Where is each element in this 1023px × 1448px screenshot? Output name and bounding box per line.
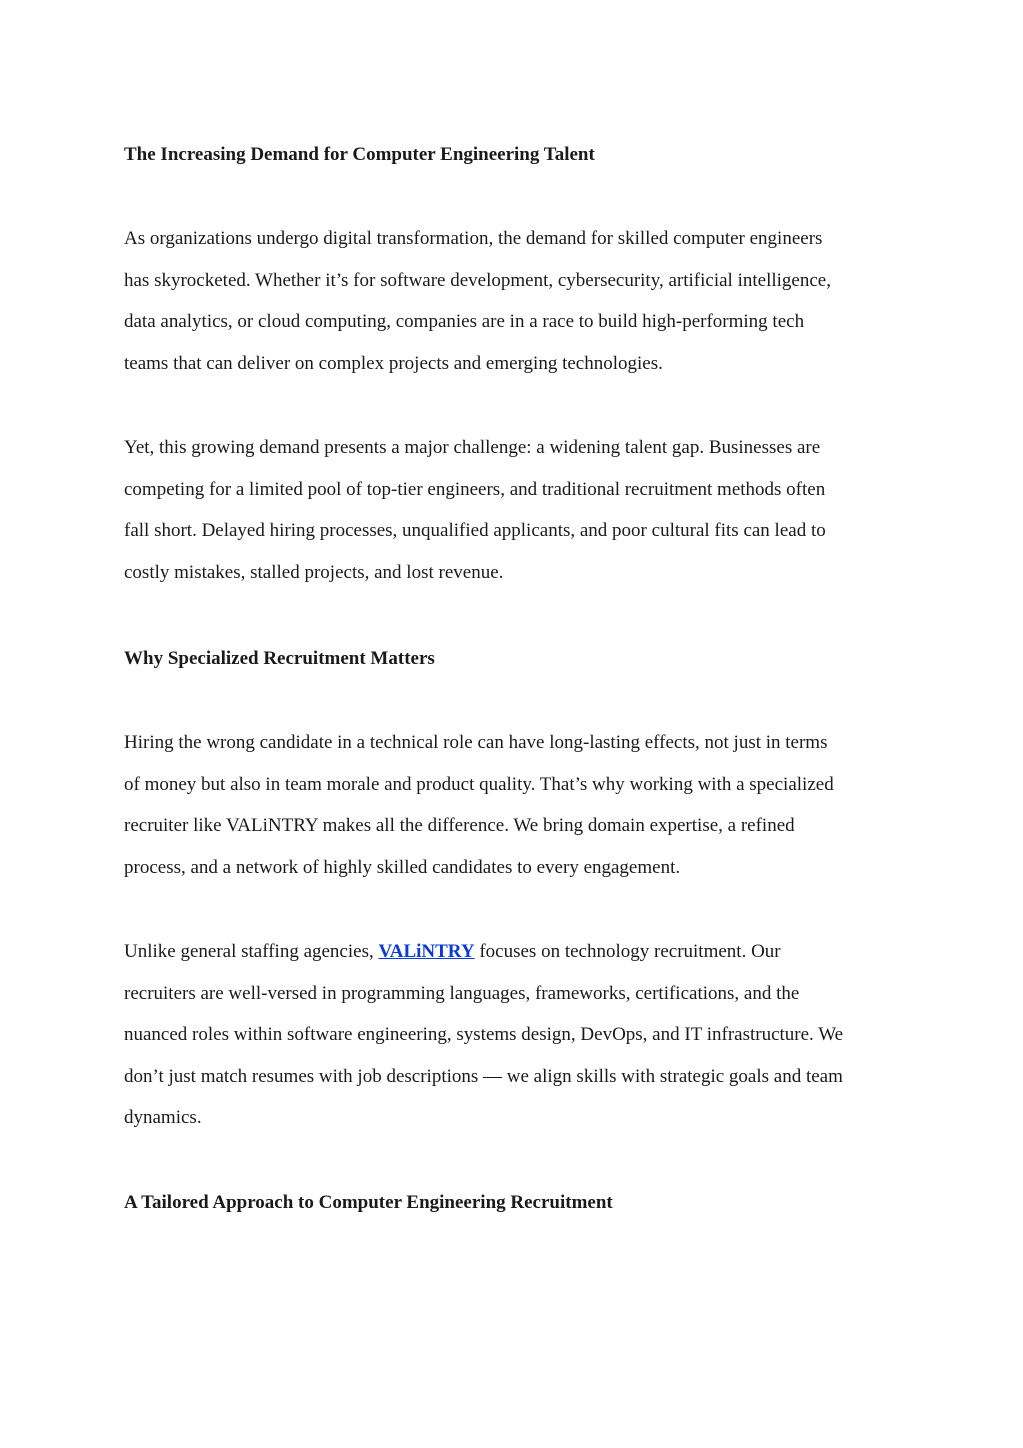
paragraph-line: Yet, this growing demand presents a major challenge: a widening talent gap. Businesses are xyxy=(124,437,821,458)
paragraph-demand xyxy=(124,218,914,384)
paragraph-wrong-candidate xyxy=(124,722,914,888)
paragraph-line: fall short. Delayed hiring processes, unqualified applicants, and poor cultural fits can lead to xyxy=(124,520,826,541)
section-heading-specialized: Why Specialized Recruitment Matters xyxy=(124,648,435,669)
paragraph-line: dynamics. xyxy=(124,1107,202,1128)
paragraph-line xyxy=(124,931,914,973)
paragraph-talent-gap xyxy=(124,427,914,593)
paragraph-line: data analytics, or cloud computing, companies are in a race to build high-performing tech xyxy=(124,311,805,332)
paragraph-line: has skyrocketed. Whether it’s for software development, cybersecurity, artificial intelligence, xyxy=(124,269,831,291)
section-heading-demand: The Increasing Demand for Computer Engineering Talent xyxy=(124,144,595,165)
valintry-link[interactable]: VALiNTRY xyxy=(378,941,475,962)
text-segment: focuses on technology recruitment. Our xyxy=(474,941,781,962)
paragraph-valintry xyxy=(124,931,914,1139)
paragraph-line: of money but also in team morale and product quality. That’s why working with a specialized xyxy=(124,773,834,795)
paragraph-line: recruiters are well-versed in programming languages, frameworks, certifications, and the xyxy=(124,982,800,1004)
paragraph-line: teams that can deliver on complex projects and emerging technologies. xyxy=(124,352,663,374)
paragraph-line: costly mistakes, stalled projects, and lost revenue. xyxy=(124,561,504,583)
paragraph-line: recruiter like VALiNTRY makes all the difference. We bring domain expertise, a refined xyxy=(124,815,795,836)
paragraph-line: don’t just match resumes with job descriptions — we align skills with strategic goals and team xyxy=(124,1065,843,1087)
paragraph-line: As organizations undergo digital transformation, the demand for skilled computer engineers xyxy=(124,228,823,249)
paragraph-line: process, and a network of highly skilled candidates to every engagement. xyxy=(124,856,681,878)
section-heading-tailored: A Tailored Approach to Computer Engineering Recruitment xyxy=(124,1192,613,1213)
text-segment: Unlike general staffing agencies, xyxy=(124,941,379,962)
paragraph-line: Hiring the wrong candidate in a technical role can have long-lasting effects, not just in terms xyxy=(124,732,828,753)
paragraph-line: competing for a limited pool of top-tier engineers, and traditional recruitment methods often xyxy=(124,478,826,500)
paragraph-line: nuanced roles within software engineering, systems design, DevOps, and IT infrastructure. We xyxy=(124,1024,844,1045)
